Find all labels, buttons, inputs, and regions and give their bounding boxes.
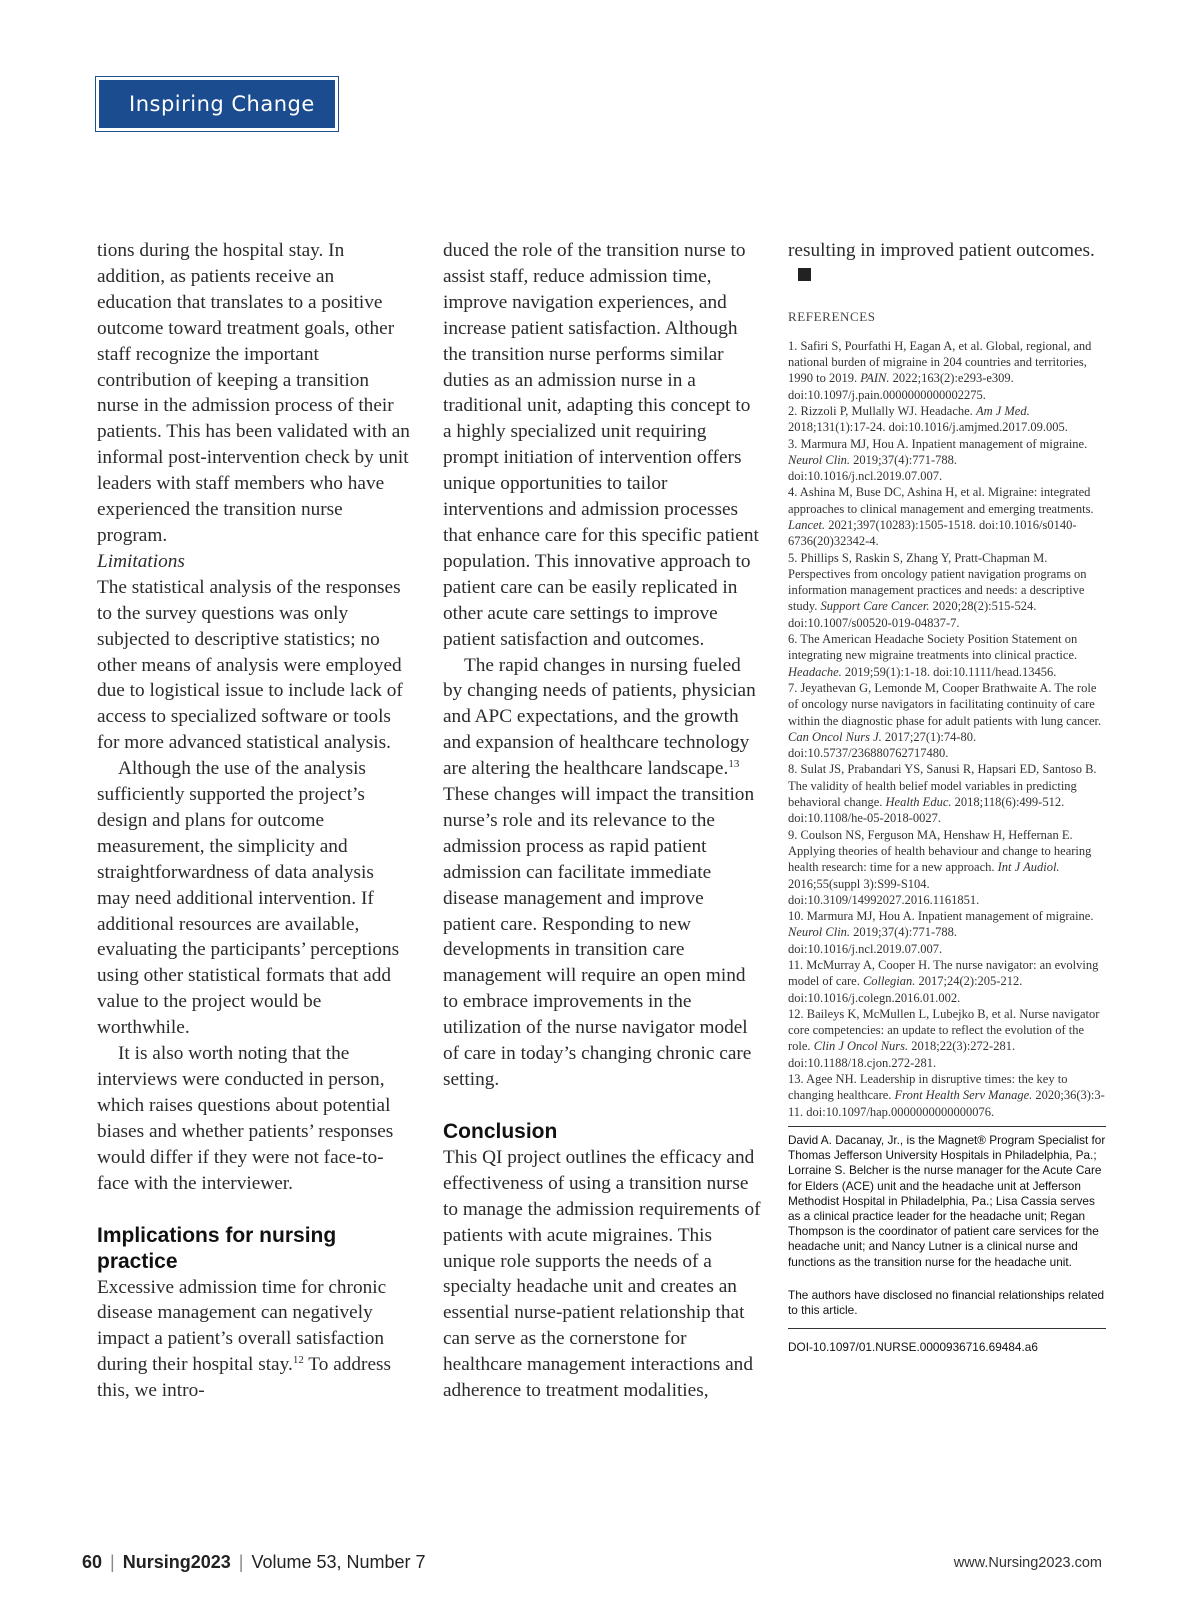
reference-citation: 2017;24(2):205-212. doi:10.1016/j.colegn.2016.01.002. (788, 974, 1023, 1005)
reference-text: 11. McMurray A, Cooper H. The nurse navigator: an evolving model of care. (788, 958, 1099, 989)
magazine-name: Nursing2023 (122, 1552, 231, 1572)
paragraph (788, 238, 1106, 290)
citation-superscript: 12 (292, 1354, 304, 1367)
section-banner-label: Inspiring Change (99, 80, 335, 128)
reference-journal: Int J Audiol. (997, 860, 1060, 875)
reference-citation: 2018;22(3):272-281. doi:10.1188/18.cjon.272-281. (788, 1039, 1016, 1070)
reference-item (788, 631, 1106, 680)
text-run: resulting in improved patient outcomes. (788, 240, 1095, 261)
text-run: To address this, we intro- (97, 1354, 392, 1402)
doi-line: DOI-10.1097/01.NURSE.0000936716.69484.a6 (788, 1328, 1106, 1361)
reference-item (788, 436, 1106, 485)
reference-item (788, 680, 1106, 761)
reference-item (788, 484, 1106, 549)
reference-text: 10. Marmura MJ, Hou A. Inpatient management of migraine. (788, 909, 1094, 924)
reference-journal: Collegian. (862, 974, 916, 989)
reference-item (788, 908, 1106, 957)
reference-text: 5. Phillips S, Raskin S, Zhang Y, Pratt-Chapman M. Perspectives from oncology patient navigation programs on information management practices and needs: a descriptive study. (788, 550, 1087, 614)
reference-citation: 2021;397(10283):1505-1518. doi:10.1016/s0140-6736(20)32342-4. (788, 517, 1077, 549)
text-run: The rapid changes in nursing fueled by changing needs of patients, physician and APC expectations, and the growth and expansion of healthcare technology are altering the healthcare landscape. (443, 654, 756, 780)
implications-heading: Implications for nursing practice (97, 1223, 337, 1273)
reference-citation: 2018;131(1):17-24. doi:10.1016/j.amjmed.2017.09.005. (788, 420, 1068, 435)
reference-citation: 2019;37(4):771-788. doi:10.1016/j.ncl.2019.07.007. (788, 452, 957, 484)
citation-superscript: 13 (728, 758, 740, 771)
reference-item (788, 761, 1106, 826)
text-run: These changes will impact the transition nurse’s role and its relevance to the admission process as rapid patient admission can facilitate immediate disease management and improve patient care. Responding to new developments in transition care management will require an open mind to embrace improvements in the utilization of the nurse navigator model of care in today’s changing chronic care setting. (443, 784, 755, 1090)
author-bio: David A. Dacanay, Jr., is the Magnet® Program Specialist for Thomas Jefferson University Hospitals in Philadelphia, Pa.; Lorraine S. Belcher is the nurse manager for the Acute Care for Elders (ACE) unit and the headache unit at Jefferson Methodist Hospital in Philadelphia, Pa.; Lisa Cassia serves as a clinical practice leader for the headache unit; Regan Thompson is the coordinator of patient care services for the headache unit; and Nancy Lutner is a clinical nurse and functions as the transition nurse for the headache unit. (788, 1126, 1106, 1270)
paragraph: This QI project outlines the efficacy and effectiveness of using a transition nurse to manage the admission requirements of patients with acute migraines. This unique role supports the needs of a specialty headache unit and creates an essential nurse-patient relationship that can serve as the cornerstone for healthcare management interactions and adherence to treatment modalities, (443, 1146, 761, 1402)
column-2 (443, 238, 761, 1404)
reference-journal: Headache. (788, 664, 842, 679)
reference-text: 1. Safiri S, Pourfathi H, Eagan A, et al. Global, regional, and national burden of migraine in 204 countries and territories, 1990 to 2019. (788, 338, 1092, 386)
references-heading: REFERENCES (788, 308, 876, 324)
reference-journal: Neurol Clin. (788, 452, 851, 467)
reference-text: 3. Marmura MJ, Hou A. Inpatient management of migraine. (788, 436, 1088, 451)
issue-volume: Volume 53, Number 7 (251, 1552, 426, 1572)
references-list (788, 338, 1106, 1120)
column-3 (788, 238, 1106, 1361)
reference-item (788, 827, 1106, 908)
column-1 (97, 238, 411, 1404)
reference-citation: 2019;37(4):771-788. doi:10.1016/j.ncl.2019.07.007. (788, 925, 957, 956)
reference-journal: PAIN. (860, 371, 890, 386)
limitations-heading: Limitations (97, 550, 185, 572)
paragraph: duced the role of the transition nurse to assist staff, reduce admission time, improve navigation experiences, and increase patient satisfaction. Although the transition nurse performs similar duties as an admission nurse in a traditional unit, adapting this concept to a highly specialized unit requiring prompt initiation of intervention offers unique opportunities to tailor interventions and admission processes that enhance care for this specific patient population. This innovative approach to patient care can be easily replicated in other acute care settings to improve patient satisfaction and outcomes. (443, 240, 759, 650)
reference-citation: 2018;118(6):499-512. doi:10.1108/he-05-2018-0027. (788, 795, 1065, 826)
reference-text: 2. Rizzoli P, Mullally WJ. Headache. (788, 403, 976, 418)
reference-journal: Front Health Serv Manage. (894, 1088, 1033, 1103)
reference-item (788, 403, 1106, 436)
reference-journal: Lancet. (788, 517, 826, 532)
reference-citation: 2019;59(1):1-18. doi:10.1111/head.13456. (841, 664, 1057, 679)
reference-citation: 2020;36(3):3-11. doi:10.1097/hap.0000000000000076. (788, 1088, 1105, 1119)
section-banner (95, 76, 339, 132)
text-run: Excessive admission time for chronic disease management can negatively impact a patient’s overall satisfaction during their hospital stay. (97, 1276, 387, 1376)
reference-item (788, 1071, 1106, 1120)
reference-item (788, 957, 1106, 1006)
reference-citation: 2016;55(suppl 3):S99-S104. doi:10.3109/14992027.2016.1161851. (788, 876, 980, 907)
reference-citation: 2017;27(1):74-80. doi:10.5737/236880762717480. (788, 729, 977, 761)
reference-journal: Am J Med. (975, 403, 1030, 418)
paragraph (97, 1275, 411, 1405)
reference-citation: 2020;28(2):515-524. doi:10.1007/s00520-019-04837-7. (788, 599, 1037, 630)
paragraph: It is also worth noting that the interviews were conducted in person, which raises questions about potential biases and whether patients’ responses would differ if they were not face-to-face with the interviewer. (97, 1043, 394, 1194)
paragraph: The statistical analysis of the responses to the survey questions was only subjected to descriptive statistics; no other means of analysis were employed due to logistical issue to include lack of access to specialized software or tools for more advanced statistical analysis. (97, 576, 403, 754)
footer-separator: | (238, 1552, 244, 1572)
footer-left (82, 1552, 426, 1573)
disclosure-note: The authors have disclosed no financial relationships related to this article. (788, 1287, 1105, 1317)
reference-journal: Health Educ. (885, 795, 952, 810)
reference-text: 9. Coulson NS, Ferguson MA, Henshaw H, Heffernan E. Applying theories of health behaviour and change to hearing health research: time for a new approach. (788, 827, 1092, 875)
reference-item (788, 338, 1106, 403)
conclusion-heading: Conclusion (443, 1119, 558, 1143)
reference-citation: 2022;163(2):e293-e309. doi:10.1097/j.pain.0000000000002275. (788, 371, 1014, 402)
footer-separator: | (110, 1552, 115, 1572)
reference-journal: Can Oncol Nurs J. (788, 729, 882, 744)
paragraph: tions during the hospital stay. In addition, as patients receive an education that translates to a positive outcome toward treatment goals, other staff recognize the important contribution of keeping a transition nurse in the admission process of their patients. This has been validated with an informal post-intervention check by unit leaders with staff members who have experienced the transition nurse program. (97, 240, 410, 546)
reference-text: 8. Sulat JS, Prabandari YS, Sanusi R, Hapsari ED, Santoso B. The validity of health belief model variables in predicting behavioral change. (788, 762, 1097, 810)
footer-url: www.Nursing2023.com (953, 1555, 1102, 1571)
reference-journal: Support Care Cancer. (820, 599, 930, 614)
reference-text: 6. The American Headache Society Position Statement on integrating new migraine treatments into clinical practice. (788, 632, 1078, 663)
reference-text: 7. Jeyathevan G, Lemonde M, Cooper Brathwaite A. The role of oncology nurse navigators in facilitating continuity of care within the diagnostic phase for adult patients with lung cancer. (788, 680, 1102, 728)
paragraph (443, 653, 761, 1093)
reference-text: 13. Agee NH. Leadership in disruptive times: the key to changing healthcare. (788, 1072, 1068, 1103)
paragraph: Although the use of the analysis sufficiently supported the project’s design and plans for outcome measurement, the simplicity and straightforwardness of data analysis may need additional intervention. If additional resources are available, evaluating the participants’ perceptions using other statistical formats that add value to the project would be worthwhile. (97, 758, 400, 1039)
reference-item (788, 1006, 1106, 1071)
reference-journal: Clin J Oncol Nurs. (813, 1039, 909, 1054)
reference-journal: Neurol Clin. (788, 925, 851, 940)
reference-item (788, 550, 1106, 631)
page-number: 60 (82, 1552, 103, 1572)
reference-text: 4. Ashina M, Buse DC, Ashina H, et al. Migraine: integrated approaches to clinical management and emerging treatments. (788, 485, 1094, 516)
reference-text: 12. Baileys K, McMullen L, Lubejko B, et al. Nurse navigator core competencies: an update to reflect the evolution of the role. (788, 1006, 1100, 1054)
end-mark-icon (798, 268, 811, 281)
